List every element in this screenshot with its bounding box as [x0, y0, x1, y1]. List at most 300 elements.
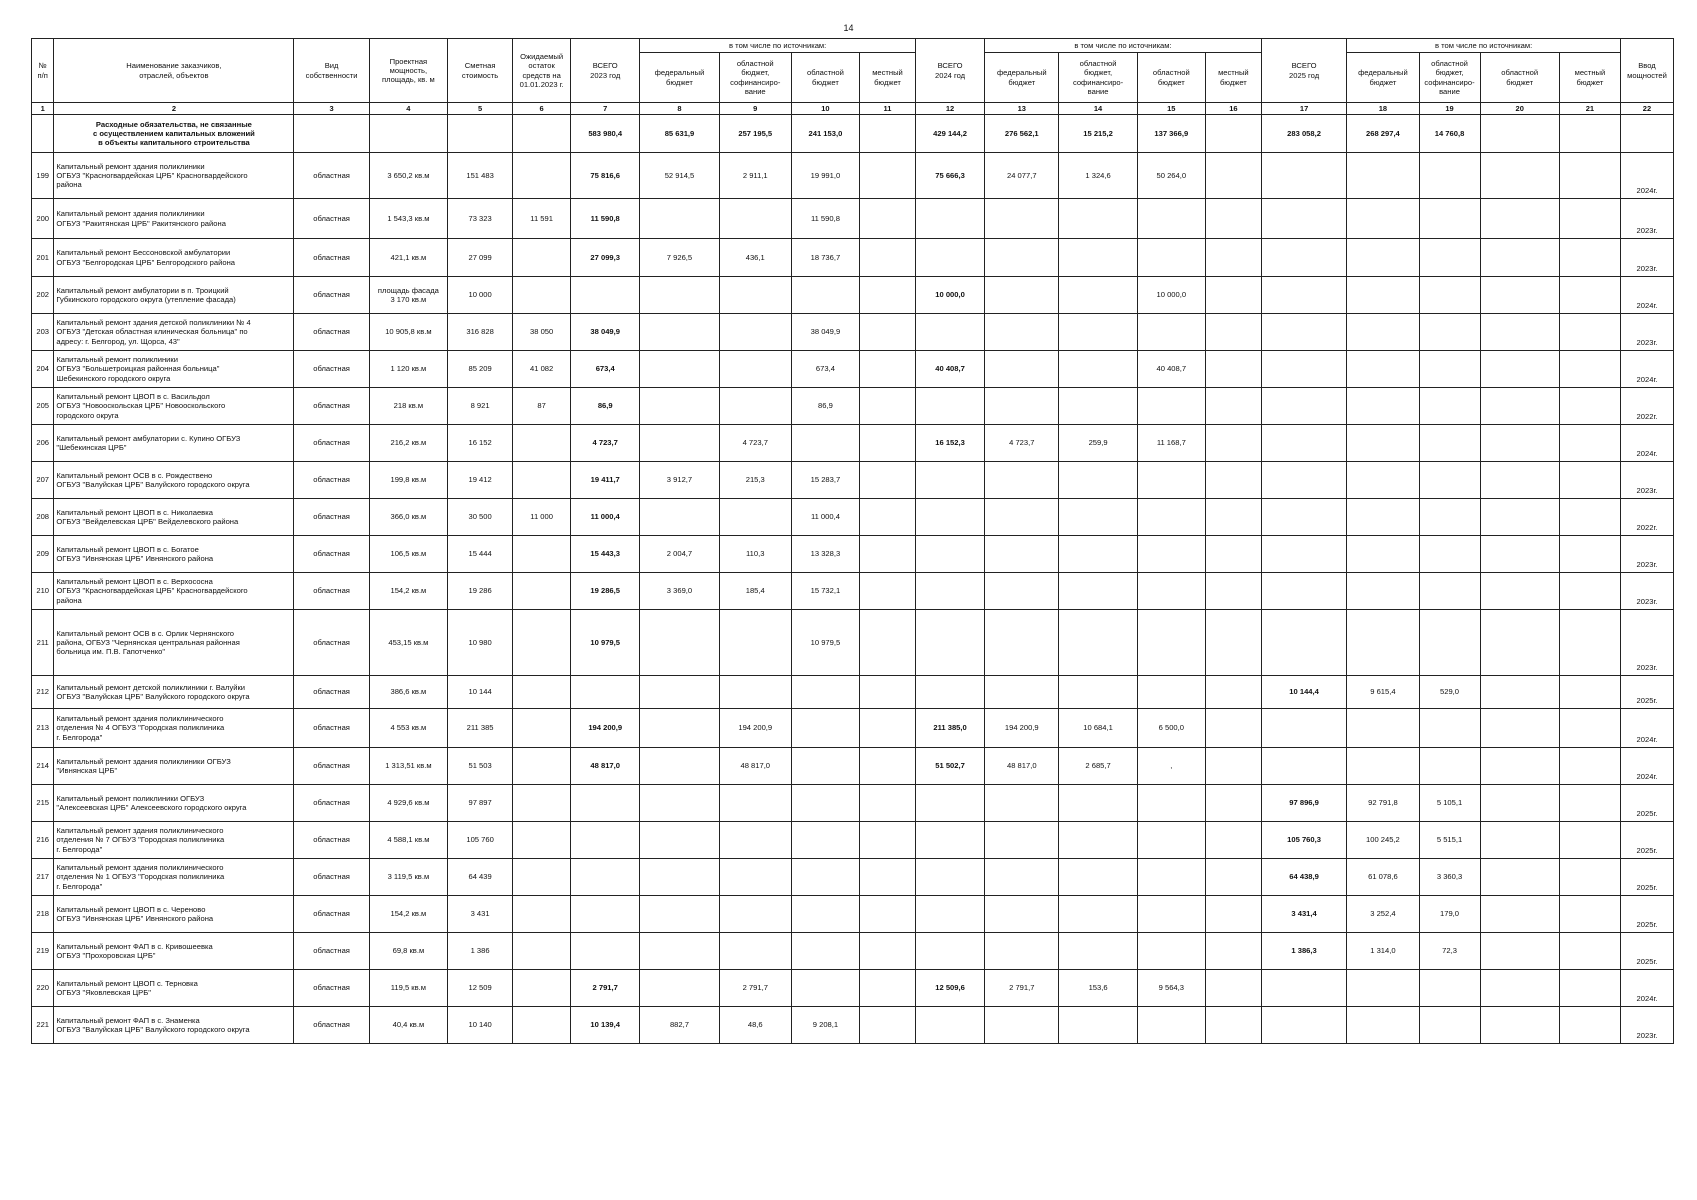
cell-f23: 3 369,0 [640, 573, 719, 610]
cell-est: 211 385 [448, 709, 513, 748]
cell-t23: 673,4 [571, 351, 640, 388]
cell-r25 [1480, 610, 1559, 676]
cell-f24 [985, 1007, 1059, 1044]
cell-t25 [1261, 573, 1346, 610]
cell-r24 [1137, 896, 1205, 933]
table-row [32, 970, 1674, 1007]
cell-t23: 11 590,8 [571, 199, 640, 239]
cell-l23 [860, 239, 916, 277]
cell-rem: 11 591 [513, 199, 571, 239]
cell-f23 [640, 709, 719, 748]
cell-r24: 40 408,7 [1137, 351, 1205, 388]
cell-f25 [1347, 748, 1419, 785]
cell-t23: 194 200,9 [571, 709, 640, 748]
cell-c23 [719, 822, 791, 859]
cell-t25 [1261, 970, 1346, 1007]
cell-r24 [1137, 499, 1205, 536]
cell-l24 [1205, 573, 1261, 610]
cell-t24 [915, 785, 984, 822]
cell-rem [513, 573, 571, 610]
cell-year: 2023г. [1620, 1007, 1673, 1044]
header-federal-2025: федеральный бюджет [1347, 53, 1419, 103]
cell-est: 73 323 [448, 199, 513, 239]
cell-r25 [1480, 785, 1559, 822]
cell-r25 [1480, 388, 1559, 425]
cell-t24 [915, 388, 984, 425]
header-capacity: Проектная мощность, площадь, кв. м [369, 39, 447, 103]
cell-t23: 4 723,7 [571, 425, 640, 462]
table-row [32, 610, 1674, 676]
cell-c23: 215,3 [719, 462, 791, 499]
cell-f23 [640, 822, 719, 859]
cell-c25: 179,0 [1419, 896, 1480, 933]
cell-r23 [791, 709, 859, 748]
cell-c25 [1419, 277, 1480, 314]
cell-l25 [1559, 199, 1620, 239]
column-number: 21 [1559, 103, 1620, 115]
cell-l24 [1205, 676, 1261, 709]
column-number: 16 [1205, 103, 1261, 115]
table-row [32, 748, 1674, 785]
cell-c23 [719, 933, 791, 970]
cell-f23 [640, 499, 719, 536]
cell-est: 64 439 [448, 859, 513, 896]
cell-l23 [860, 462, 916, 499]
cell-r25 [1480, 970, 1559, 1007]
cell-f25: 9 615,4 [1347, 676, 1419, 709]
table-row [32, 859, 1674, 896]
cell-l25 [1559, 748, 1620, 785]
cell-t24 [915, 462, 984, 499]
cell-t25 [1261, 388, 1346, 425]
column-number: 15 [1137, 103, 1205, 115]
header-regional-2024: областной бюджет [1137, 53, 1205, 103]
cell-year: 2024г. [1620, 351, 1673, 388]
cell-est: 10 980 [448, 610, 513, 676]
cell-cap: 106,5 кв.м [369, 536, 447, 573]
cell-rem [513, 709, 571, 748]
cell-r25 [1480, 896, 1559, 933]
cell-l25 [1559, 462, 1620, 499]
cell-year: 2023г. [1620, 314, 1673, 351]
cell-own: областная [294, 785, 369, 822]
cell-t23: 38 049,9 [571, 314, 640, 351]
table-row [32, 239, 1674, 277]
cell-t24 [915, 896, 984, 933]
cell-f23 [640, 610, 719, 676]
cell-l25 [1559, 314, 1620, 351]
cell-r23: 11 590,8 [791, 199, 859, 239]
cell-t24 [915, 822, 984, 859]
cell-f25: 3 252,4 [1347, 896, 1419, 933]
summary-empty [1559, 115, 1620, 153]
cell-rem: 87 [513, 388, 571, 425]
cell-r24 [1137, 1007, 1205, 1044]
cell-l25 [1559, 277, 1620, 314]
cell-l23 [860, 748, 916, 785]
cell-r23 [791, 425, 859, 462]
header-name: Наименование заказчиков, отраслей, объектов [54, 39, 294, 103]
cell-cap: 421,1 кв.м [369, 239, 447, 277]
cell-f23 [640, 314, 719, 351]
cell-f24: 194 200,9 [985, 709, 1059, 748]
cell-r24: , [1137, 748, 1205, 785]
table-row [32, 499, 1674, 536]
cell-num: 213 [32, 709, 54, 748]
cell-c25 [1419, 351, 1480, 388]
cell-t23 [571, 896, 640, 933]
cell-f25 [1347, 314, 1419, 351]
cell-name: Капитальный ремонт здания поликлиники ОГБУЗ "Ракитянская ЦРБ" Ракитянского района [54, 199, 294, 239]
header-regional-2025: областной бюджет [1480, 53, 1559, 103]
column-number: 17 [1261, 103, 1346, 115]
cell-c25 [1419, 573, 1480, 610]
cell-name: Капитальный ремонт ЦВОП в с. Богатое ОГБУЗ "Ивнянская ЦРБ" Ивнянского района [54, 536, 294, 573]
cell-l24 [1205, 896, 1261, 933]
cell-c24 [1059, 388, 1137, 425]
summary-total-2024: 429 144,2 [915, 115, 984, 153]
summary-federal-2025: 268 297,4 [1347, 115, 1419, 153]
cell-cap: 154,2 кв.м [369, 573, 447, 610]
cell-t25 [1261, 709, 1346, 748]
header-ownership: Вид собственности [294, 39, 369, 103]
cell-year: 2023г. [1620, 573, 1673, 610]
cell-t25 [1261, 462, 1346, 499]
cell-f24: 2 791,7 [985, 970, 1059, 1007]
cell-f25: 100 245,2 [1347, 822, 1419, 859]
cell-name: Капитальный ремонт Бессоновской амбулатории ОГБУЗ "Белгородская ЦРБ" Белгородского района [54, 239, 294, 277]
summary-cofin-2024: 15 215,2 [1059, 115, 1137, 153]
column-number: 4 [369, 103, 447, 115]
cell-cap: 40,4 кв.м [369, 1007, 447, 1044]
cell-year: 2022г. [1620, 388, 1673, 425]
cell-r23: 10 979,5 [791, 610, 859, 676]
cell-f24 [985, 536, 1059, 573]
cell-r25 [1480, 859, 1559, 896]
cell-cap: 218 кв.м [369, 388, 447, 425]
cell-r25 [1480, 748, 1559, 785]
cell-l24 [1205, 199, 1261, 239]
cell-num: 219 [32, 933, 54, 970]
cell-f24 [985, 388, 1059, 425]
cell-num: 211 [32, 610, 54, 676]
cell-l23 [860, 1007, 916, 1044]
cell-year: 2023г. [1620, 239, 1673, 277]
cell-r24: 6 500,0 [1137, 709, 1205, 748]
column-number: 7 [571, 103, 640, 115]
header-sources-2024: в том числе по источникам: [985, 39, 1262, 53]
cell-t23: 86,9 [571, 388, 640, 425]
cell-t25 [1261, 1007, 1346, 1044]
column-number: 6 [513, 103, 571, 115]
cell-l25 [1559, 573, 1620, 610]
cell-cap: 119,5 кв.м [369, 970, 447, 1007]
cell-f25 [1347, 425, 1419, 462]
cell-f24 [985, 351, 1059, 388]
cell-f23 [640, 199, 719, 239]
cell-t23: 19 411,7 [571, 462, 640, 499]
cell-c25 [1419, 239, 1480, 277]
header-cofin-2025: областной бюджет, софинансиро- вание [1419, 53, 1480, 103]
header-sources-2025: в том числе по источникам: [1347, 39, 1621, 53]
cell-r25 [1480, 676, 1559, 709]
cell-c24 [1059, 199, 1137, 239]
cell-est: 19 412 [448, 462, 513, 499]
cell-c24 [1059, 859, 1137, 896]
cell-year: 2025г. [1620, 859, 1673, 896]
header-regional-2023: областной бюджет [791, 53, 859, 103]
cell-r23 [791, 896, 859, 933]
summary-total-2025: 283 058,2 [1261, 115, 1346, 153]
cell-t25 [1261, 610, 1346, 676]
cell-f24: 48 817,0 [985, 748, 1059, 785]
cell-t24 [915, 573, 984, 610]
cell-t25: 3 431,4 [1261, 896, 1346, 933]
cell-num: 200 [32, 199, 54, 239]
cell-f25 [1347, 499, 1419, 536]
cell-name: Капитальный ремонт амбулатории в п. Троицкий Губкинского городского округа (утепление фасада) [54, 277, 294, 314]
cell-c25 [1419, 970, 1480, 1007]
cell-cap: 216,2 кв.м [369, 425, 447, 462]
cell-r25 [1480, 425, 1559, 462]
cell-f23 [640, 277, 719, 314]
column-number: 14 [1059, 103, 1137, 115]
cell-num: 202 [32, 277, 54, 314]
table-row [32, 462, 1674, 499]
cell-c23: 48,6 [719, 1007, 791, 1044]
cell-t25 [1261, 199, 1346, 239]
cell-name: Капитальный ремонт ЦВОП в с. Николаевка ОГБУЗ "Вейделевская ЦРБ" Вейделевского района [54, 499, 294, 536]
summary-empty [448, 115, 513, 153]
cell-num: 210 [32, 573, 54, 610]
cell-r23 [791, 785, 859, 822]
column-number: 19 [1419, 103, 1480, 115]
cell-c25 [1419, 425, 1480, 462]
cell-t23 [571, 277, 640, 314]
cell-cap: 453,15 кв.м [369, 610, 447, 676]
cell-r23 [791, 676, 859, 709]
cell-l23 [860, 499, 916, 536]
cell-r24 [1137, 573, 1205, 610]
cell-t25: 10 144,4 [1261, 676, 1346, 709]
cell-t23 [571, 859, 640, 896]
cell-own: областная [294, 709, 369, 748]
cell-f24 [985, 239, 1059, 277]
cell-t25 [1261, 277, 1346, 314]
cell-l23 [860, 785, 916, 822]
cell-r23: 673,4 [791, 351, 859, 388]
cell-cap: 1 120 кв.м [369, 351, 447, 388]
cell-t25: 97 896,9 [1261, 785, 1346, 822]
table-row [32, 425, 1674, 462]
cell-c25: 5 515,1 [1419, 822, 1480, 859]
cell-c24 [1059, 785, 1137, 822]
cell-l25 [1559, 499, 1620, 536]
cell-est: 1 386 [448, 933, 513, 970]
cell-own: областная [294, 351, 369, 388]
cell-r25 [1480, 314, 1559, 351]
cell-t25 [1261, 425, 1346, 462]
cell-f24 [985, 573, 1059, 610]
column-number: 9 [719, 103, 791, 115]
cell-c25 [1419, 388, 1480, 425]
cell-l23 [860, 351, 916, 388]
cell-own: областная [294, 859, 369, 896]
table-row [32, 785, 1674, 822]
cell-cap: 4 929,6 кв.м [369, 785, 447, 822]
cell-f24 [985, 462, 1059, 499]
cell-est: 16 152 [448, 425, 513, 462]
cell-name: Капитальный ремонт поликлиники ОГБУЗ "Большетроицкая районная больница" Шебекинского городского округа [54, 351, 294, 388]
cell-rem [513, 239, 571, 277]
cell-c23: 2 911,1 [719, 153, 791, 199]
cell-l23 [860, 822, 916, 859]
cell-c24 [1059, 277, 1137, 314]
cell-num: 220 [32, 970, 54, 1007]
cell-rem [513, 933, 571, 970]
cell-own: областная [294, 1007, 369, 1044]
cell-c24 [1059, 896, 1137, 933]
cell-own: областная [294, 239, 369, 277]
cell-c23 [719, 859, 791, 896]
cell-l25 [1559, 970, 1620, 1007]
cell-t25 [1261, 153, 1346, 199]
cell-year: 2022г. [1620, 499, 1673, 536]
table-row [32, 709, 1674, 748]
table-row [32, 388, 1674, 425]
cell-f25 [1347, 388, 1419, 425]
cell-t25 [1261, 351, 1346, 388]
cell-name: Капитальный ремонт здания детской поликлиники № 4 ОГБУЗ "Детская областная клиническая больница" по адресу: г. Белгород, ул. Щорса, 43" [54, 314, 294, 351]
table-row [32, 536, 1674, 573]
table-row [32, 1007, 1674, 1044]
cell-l24 [1205, 859, 1261, 896]
cell-f23 [640, 425, 719, 462]
cell-c23: 185,4 [719, 573, 791, 610]
cell-cap: 10 905,8 кв.м [369, 314, 447, 351]
cell-num: 205 [32, 388, 54, 425]
header-num: № п/п [32, 39, 54, 103]
cell-r23: 13 328,3 [791, 536, 859, 573]
cell-est: 19 286 [448, 573, 513, 610]
cell-est: 97 897 [448, 785, 513, 822]
financing-table [31, 38, 1674, 1044]
cell-c24 [1059, 573, 1137, 610]
cell-r23: 15 283,7 [791, 462, 859, 499]
cell-f23 [640, 896, 719, 933]
cell-own: областная [294, 425, 369, 462]
table-row [32, 314, 1674, 351]
cell-l23 [860, 277, 916, 314]
cell-r23: 19 991,0 [791, 153, 859, 199]
cell-r23 [791, 859, 859, 896]
cell-own: областная [294, 970, 369, 1007]
cell-year: 2024г. [1620, 709, 1673, 748]
cell-name: Капитальный ремонт здания поликлиники ОГБУЗ "Красногвардейская ЦРБ" Красногвардейского района [54, 153, 294, 199]
cell-l24 [1205, 388, 1261, 425]
cell-f23: 3 912,7 [640, 462, 719, 499]
cell-c25: 5 105,1 [1419, 785, 1480, 822]
cell-r23 [791, 970, 859, 1007]
cell-own: областная [294, 499, 369, 536]
cell-l25 [1559, 388, 1620, 425]
cell-t23 [571, 785, 640, 822]
cell-c24 [1059, 610, 1137, 676]
cell-c25 [1419, 709, 1480, 748]
cell-c24: 153,6 [1059, 970, 1137, 1007]
cell-r25 [1480, 462, 1559, 499]
cell-r25 [1480, 277, 1559, 314]
cell-t23: 19 286,5 [571, 573, 640, 610]
cell-r24 [1137, 933, 1205, 970]
cell-l25 [1559, 610, 1620, 676]
cell-t23 [571, 822, 640, 859]
cell-year: 2023г. [1620, 610, 1673, 676]
cell-l23 [860, 536, 916, 573]
summary-federal-2024: 276 562,1 [985, 115, 1059, 153]
cell-t24 [915, 239, 984, 277]
cell-c24 [1059, 499, 1137, 536]
summary-federal-2023: 85 631,9 [640, 115, 719, 153]
cell-t24 [915, 933, 984, 970]
cell-c23 [719, 499, 791, 536]
cell-c23 [719, 199, 791, 239]
header-local-2023: местный бюджет [860, 53, 916, 103]
cell-t23: 27 099,3 [571, 239, 640, 277]
cell-t24 [915, 314, 984, 351]
cell-r24 [1137, 462, 1205, 499]
cell-year: 2024г. [1620, 425, 1673, 462]
summary-empty [860, 115, 916, 153]
cell-l24 [1205, 785, 1261, 822]
cell-r24 [1137, 314, 1205, 351]
cell-c25 [1419, 199, 1480, 239]
cell-l24 [1205, 277, 1261, 314]
cell-c25 [1419, 153, 1480, 199]
cell-num: 204 [32, 351, 54, 388]
cell-c25: 72,3 [1419, 933, 1480, 970]
cell-c23: 4 723,7 [719, 425, 791, 462]
cell-l23 [860, 573, 916, 610]
cell-year: 2023г. [1620, 536, 1673, 573]
cell-cap: 199,8 кв.м [369, 462, 447, 499]
cell-l24 [1205, 1007, 1261, 1044]
column-number: 13 [985, 103, 1059, 115]
header-total-2023: ВСЕГО 2023 год [571, 39, 640, 103]
cell-c23 [719, 351, 791, 388]
cell-year: 2023г. [1620, 199, 1673, 239]
cell-l25 [1559, 536, 1620, 573]
cell-l25 [1559, 822, 1620, 859]
header-total-2025: ВСЕГО 2025 год [1261, 39, 1346, 103]
cell-c24 [1059, 676, 1137, 709]
cell-name: Капитальный ремонт ФАП в с. Знаменка ОГБУЗ "Валуйская ЦРБ" Валуйского городского округа [54, 1007, 294, 1044]
cell-t25: 1 386,3 [1261, 933, 1346, 970]
cell-year: 2024г. [1620, 970, 1673, 1007]
cell-r25 [1480, 199, 1559, 239]
cell-l25 [1559, 676, 1620, 709]
cell-c23: 436,1 [719, 239, 791, 277]
cell-t24 [915, 1007, 984, 1044]
cell-l24 [1205, 970, 1261, 1007]
cell-f24 [985, 610, 1059, 676]
cell-r24 [1137, 239, 1205, 277]
cell-cap: 1 543,3 кв.м [369, 199, 447, 239]
cell-t23: 15 443,3 [571, 536, 640, 573]
cell-f25 [1347, 536, 1419, 573]
cell-rem [513, 859, 571, 896]
cell-f23 [640, 785, 719, 822]
